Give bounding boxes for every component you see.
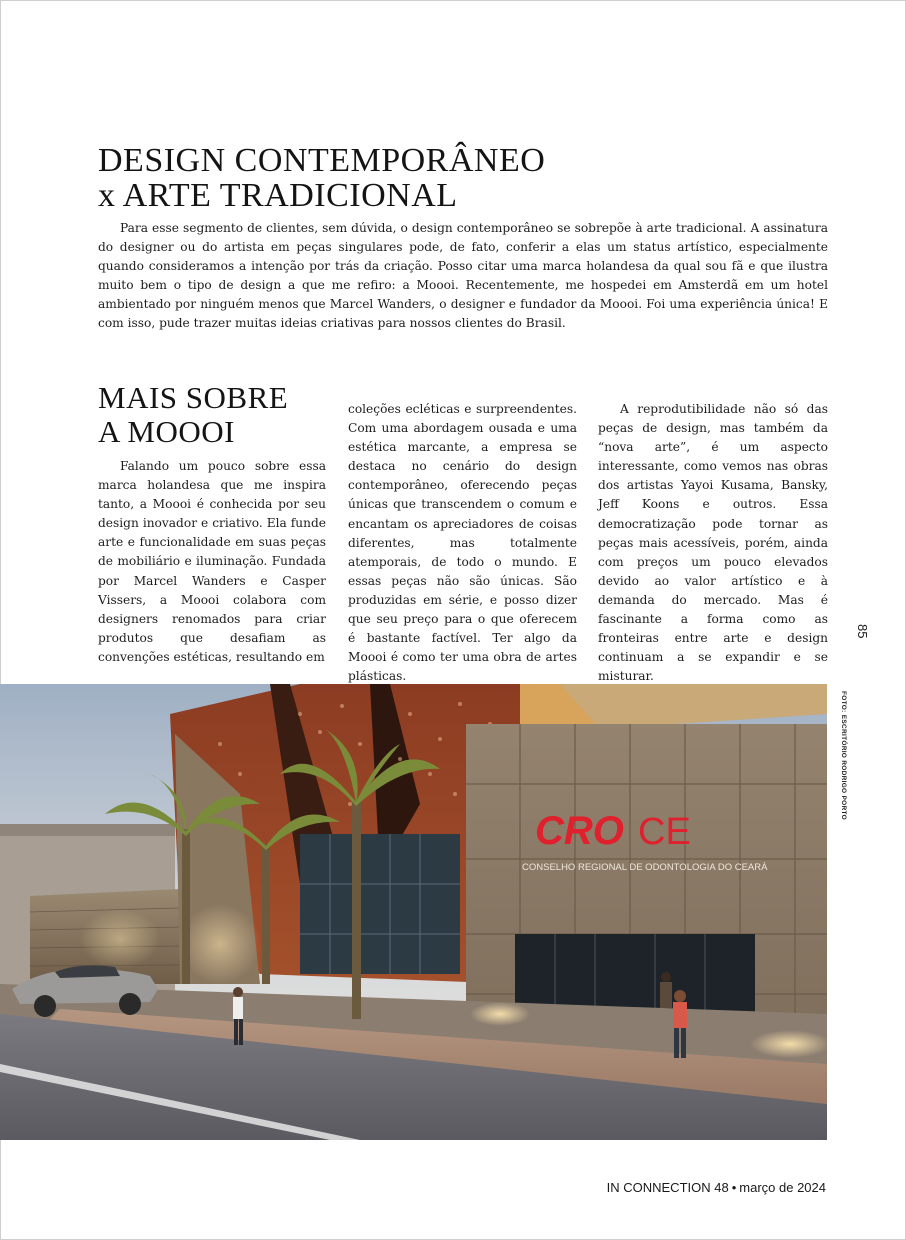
magazine-name: IN CONNECTION 48 (606, 1180, 729, 1195)
column-2-text: coleções ecléticas e surpreendentes. Com uma abordagem ousada e uma estética marcante, a empresa se destaca no cenário do design contemporâneo, oferecendo peças únicas que transcendem o comum e encantam os apreciadores de coisas diferentes, mas totalmente atemporais, de todo o mundo. E essas peças não são únicas. São produzidas em série, e posso dizer que seu preço para o que oferecem é bastante factível. Ter algo da Moooi é como ter uma obra de artes plásticas. (348, 402, 577, 684)
footer-separator: • (731, 1180, 737, 1195)
subsection-title-line1: MAIS SOBRE (98, 380, 289, 415)
subsection-title (98, 381, 288, 449)
column-3-text: A reprodutibilidade não só das peças de design, mas também da “nova arte”, é um aspecto interessante, como vemos nas obras dos artistas Yayoi Kusama, Bansky, Jeff Koons e outros. Essa democratização pode tornar as peças mais acessíveis, porém, ainda com preços um pouco elevados devido ao valor artístico e à demanda do mercado. Mas é fascinante a forma como as fronteiras entre arte e design continuam a se expandir e se misturar. (598, 402, 828, 684)
section-title-line2: x ARTE TRADICIONAL (98, 177, 458, 214)
photo-credit: FOTO: ESCRITÓRIO RODRIGO PORTO (840, 691, 847, 821)
column-1-text: Falando um pouco sobre essa marca holandesa que me inspira tanto, a Moooi é conhecida por seu design inovador e criativo. Ela funde arte e funcionalidade em suas peças de mobiliário e iluminação. Fundada por Marcel Wanders e Casper Vissers, a Moooi colabora com designers renomados para criar produtos que desafiam as convenções estéticas, resultando em (98, 459, 326, 664)
sign-logo: CRO (535, 809, 624, 853)
building-photo (0, 684, 827, 1140)
sign-caption: CONSELHO REGIONAL DE ODONTOLOGIA DO CEARÁ (522, 862, 768, 873)
page-number: 85 (855, 624, 870, 639)
section-title-line1: DESIGN CONTEMPORÂNEO (98, 142, 546, 179)
issue-date: março de 2024 (739, 1180, 826, 1195)
intro-paragraph: Para esse segmento de clientes, sem dúvida, o design contemporâneo se sobrepõe à arte tradicional. A assinatura do designer ou do artista em peças singulares pode, de fato, conferir a elas um status artístico, especialmente quando consideramos a intenção por trás da criação. Posso citar uma marca holandesa da qual sou fã e que ilustra muito bem o tipo de design a que me refiro: a Moooi. Recentemente, me hospedei em Amsterdã em um hotel ambientado por ninguém menos que Marcel Wanders, o designer e fundador da Moooi. Foi uma experiência única! E com isso, pude trazer muitas ideias criativas para nossos clientes do Brasil. (98, 221, 828, 330)
page-footer (607, 1180, 826, 1195)
subsection-title-line2: A MOOOI (98, 414, 235, 449)
section-title (98, 143, 545, 213)
sign-state: CE (638, 811, 691, 853)
